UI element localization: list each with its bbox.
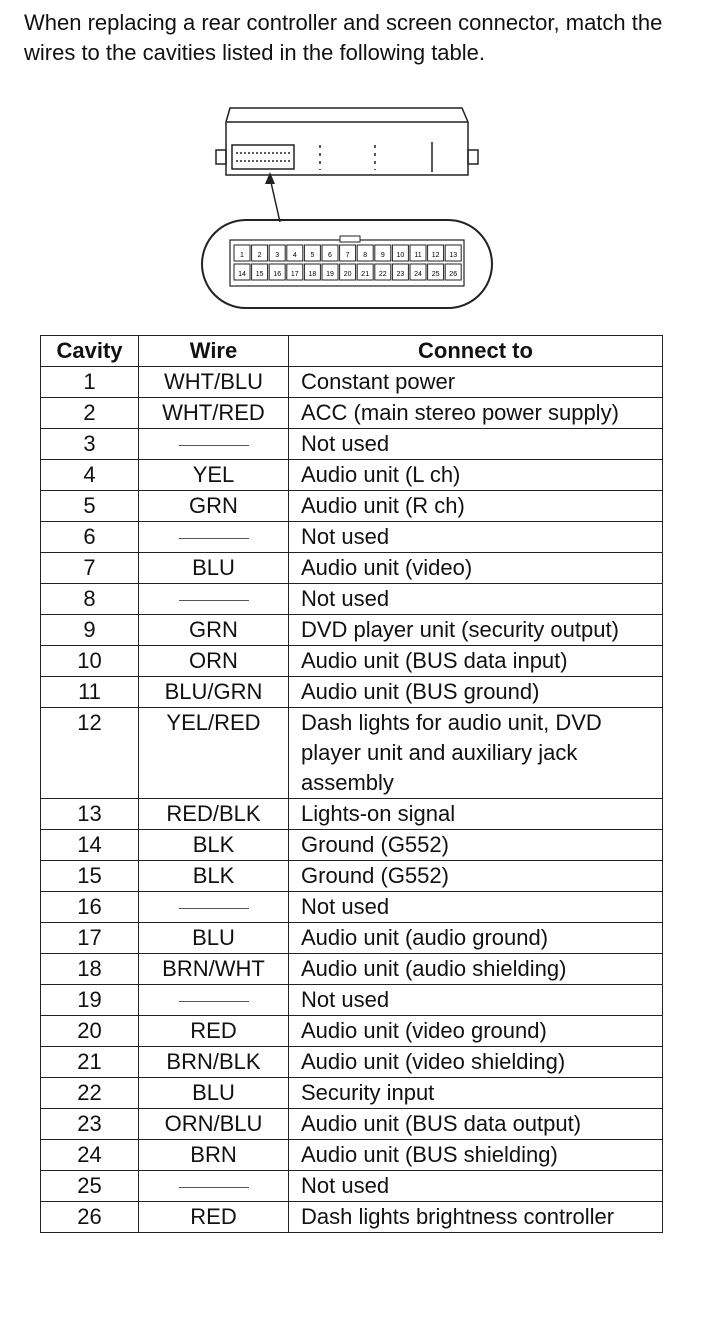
- cavity-number: 6: [41, 522, 139, 553]
- connect-to: Not used: [289, 429, 663, 460]
- pin-number: 10: [396, 252, 405, 259]
- table-row: [41, 1109, 663, 1140]
- intro-text: When replacing a rear controller and screen connector, match the wires to the cavities listed in the following table.: [24, 10, 663, 65]
- cavity-number: 22: [41, 1078, 139, 1109]
- connector-pin: [375, 245, 391, 261]
- wire-color: YEL/RED: [139, 708, 289, 799]
- header-wire: Wire: [139, 336, 289, 367]
- cavity-number: 1: [41, 367, 139, 398]
- wire-color: BRN: [139, 1140, 289, 1171]
- wire-color: GRN: [139, 615, 289, 646]
- pin-number: 24: [414, 271, 422, 278]
- cavity-number: 8: [41, 584, 139, 615]
- pin-number: 14: [238, 271, 246, 278]
- table-row: [41, 923, 663, 954]
- connect-to: Audio unit (audio ground): [289, 923, 663, 954]
- table-row: [41, 1140, 663, 1171]
- connect-to: Audio unit (video ground): [289, 1016, 663, 1047]
- connect-to: Dash lights brightness controller: [289, 1202, 663, 1233]
- table-row: [41, 1016, 663, 1047]
- pin-number: 18: [308, 271, 317, 278]
- wire-color: RED/BLK: [139, 799, 289, 830]
- connector-pin: [252, 264, 268, 280]
- empty-dash: [179, 1187, 249, 1188]
- table-row: [41, 1047, 663, 1078]
- pin-number: 13: [449, 252, 458, 259]
- wire-color: BRN/WHT: [139, 954, 289, 985]
- connect-to: Ground (G552): [289, 830, 663, 861]
- pin-number: 2: [257, 252, 262, 259]
- cavity-number: 9: [41, 615, 139, 646]
- wire-color: [139, 1171, 289, 1202]
- pin-number: 6: [328, 252, 332, 259]
- connect-to: Audio unit (BUS ground): [289, 677, 663, 708]
- pin-number: 19: [326, 271, 334, 278]
- connect-to: Not used: [289, 892, 663, 923]
- empty-dash: [179, 600, 249, 601]
- connector-pin: [287, 264, 303, 280]
- connect-to: Audio unit (R ch): [289, 491, 663, 522]
- connector-pin: [269, 245, 285, 261]
- connector-pin: [445, 264, 461, 280]
- connect-to: Not used: [289, 1171, 663, 1202]
- connect-to: Not used: [289, 584, 663, 615]
- connect-to: Audio unit (BUS shielding): [289, 1140, 663, 1171]
- connect-to: Audio unit (BUS data output): [289, 1109, 663, 1140]
- connect-to: ACC (main stereo power supply): [289, 398, 663, 429]
- connector-pin: [340, 264, 356, 280]
- connector-pin: [322, 245, 338, 261]
- wire-color: [139, 892, 289, 923]
- table-row: [41, 1171, 663, 1202]
- wire-color: GRN: [139, 491, 289, 522]
- empty-dash: [179, 908, 249, 909]
- cavity-number: 12: [41, 708, 139, 799]
- wire-color: BRN/BLK: [139, 1047, 289, 1078]
- table-row: [41, 460, 663, 491]
- cavity-number: 25: [41, 1171, 139, 1202]
- connect-to: Constant power: [289, 367, 663, 398]
- wire-color: [139, 584, 289, 615]
- connector-pin: [428, 245, 444, 261]
- wire-color: [139, 429, 289, 460]
- connect-to: Lights-on signal: [289, 799, 663, 830]
- table-row: [41, 861, 663, 892]
- pin-number: 9: [380, 252, 385, 259]
- cavity-number: 26: [41, 1202, 139, 1233]
- table-row: [41, 584, 663, 615]
- connector-face: [202, 220, 492, 308]
- cavity-number: 17: [41, 923, 139, 954]
- table-row: [41, 708, 663, 799]
- cavity-number: 15: [41, 861, 139, 892]
- header-connect-to: Connect to: [289, 336, 663, 367]
- table-row: [41, 799, 663, 830]
- wire-color: WHT/BLU: [139, 367, 289, 398]
- cavity-number: 5: [41, 491, 139, 522]
- wire-color: ORN/BLU: [139, 1109, 289, 1140]
- empty-dash: [179, 538, 249, 539]
- table-row: [41, 830, 663, 861]
- cavity-number: 24: [41, 1140, 139, 1171]
- pin-number: 26: [449, 271, 458, 278]
- pin-number: 23: [396, 271, 405, 278]
- pin-number: 12: [431, 252, 440, 259]
- connector-pin: [392, 245, 408, 261]
- pin-number: 3: [275, 252, 280, 259]
- connect-to: Audio unit (audio shielding): [289, 954, 663, 985]
- pin-number: 16: [273, 271, 282, 278]
- wire-color: BLU: [139, 553, 289, 584]
- wire-color: RED: [139, 1016, 289, 1047]
- pin-number: 1: [240, 252, 244, 259]
- controller-unit: [216, 108, 478, 175]
- connector-pin: [410, 245, 426, 261]
- cavity-number: 4: [41, 460, 139, 491]
- connector-pin: [304, 245, 320, 261]
- cavity-number: 10: [41, 646, 139, 677]
- connect-to: DVD player unit (security output): [289, 615, 663, 646]
- table-row: [41, 398, 663, 429]
- wire-color: BLU/GRN: [139, 677, 289, 708]
- cavity-number: 23: [41, 1109, 139, 1140]
- table-row: [41, 677, 663, 708]
- connector-pin: [252, 245, 268, 261]
- connector-pin: [357, 264, 373, 280]
- wire-color: [139, 985, 289, 1016]
- cavity-number: 19: [41, 985, 139, 1016]
- connector-pin: [269, 264, 285, 280]
- connector-illustration: [200, 100, 500, 315]
- connect-to: Ground (G552): [289, 861, 663, 892]
- cavity-number: 18: [41, 954, 139, 985]
- cavity-number: 16: [41, 892, 139, 923]
- connector-pin: [357, 245, 373, 261]
- cavity-number: 7: [41, 553, 139, 584]
- connector-pin: [375, 264, 391, 280]
- connector-pin: [340, 245, 356, 261]
- pin-number: 15: [255, 271, 264, 278]
- pin-number: 4: [292, 252, 297, 259]
- cavity-number: 20: [41, 1016, 139, 1047]
- wire-color: BLU: [139, 1078, 289, 1109]
- connector-pin: [287, 245, 303, 261]
- connector-pin: [410, 264, 426, 280]
- wire-color: WHT/RED: [139, 398, 289, 429]
- connect-to: Audio unit (video shielding): [289, 1047, 663, 1078]
- wire-color: BLK: [139, 830, 289, 861]
- connect-to: Dash lights for audio unit, DVD player unit and auxiliary jack assembly: [289, 708, 663, 799]
- connect-to: Security input: [289, 1078, 663, 1109]
- wire-color: BLK: [139, 861, 289, 892]
- cavity-number: 13: [41, 799, 139, 830]
- pin-number: 25: [431, 271, 440, 278]
- connect-to: Audio unit (L ch): [289, 460, 663, 491]
- table-row: [41, 615, 663, 646]
- pin-number: 21: [361, 271, 370, 278]
- cavity-number: 3: [41, 429, 139, 460]
- pin-number: 5: [310, 252, 315, 259]
- wire-color: BLU: [139, 923, 289, 954]
- table-row: [41, 985, 663, 1016]
- table-row: [41, 367, 663, 398]
- table-row: [41, 429, 663, 460]
- table-row: [41, 491, 663, 522]
- connector-pin: [445, 245, 461, 261]
- connector-pin: [392, 264, 408, 280]
- table-header-row: [41, 336, 663, 367]
- pin-number: 22: [378, 271, 387, 278]
- pin-number: 11: [414, 252, 422, 259]
- pin-number: 8: [363, 252, 368, 259]
- wire-color: [139, 522, 289, 553]
- wire-color: RED: [139, 1202, 289, 1233]
- header-cavity: Cavity: [41, 336, 139, 367]
- table-row: [41, 892, 663, 923]
- table-row: [41, 1078, 663, 1109]
- pin-number: 20: [343, 271, 352, 278]
- table-row: [41, 553, 663, 584]
- connector-pin: [234, 245, 250, 261]
- table-row: [41, 954, 663, 985]
- connector-pin: [322, 264, 338, 280]
- cavity-number: 21: [41, 1047, 139, 1078]
- connect-to: Audio unit (video): [289, 553, 663, 584]
- cavity-number: 2: [41, 398, 139, 429]
- connect-to: Not used: [289, 985, 663, 1016]
- connector-pin: [234, 264, 250, 280]
- pin-number: 17: [290, 271, 299, 278]
- wire-color: YEL: [139, 460, 289, 491]
- wire-color: ORN: [139, 646, 289, 677]
- cavity-number: 11: [41, 677, 139, 708]
- connect-to: Not used: [289, 522, 663, 553]
- empty-dash: [179, 1001, 249, 1002]
- cavity-table: [40, 335, 663, 1233]
- empty-dash: [179, 445, 249, 446]
- table-row: [41, 1202, 663, 1233]
- connector-pin: [428, 264, 444, 280]
- table-row: [41, 522, 663, 553]
- connector-pin: [304, 264, 320, 280]
- table-row: [41, 646, 663, 677]
- cavity-number: 14: [41, 830, 139, 861]
- connect-to: Audio unit (BUS data input): [289, 646, 663, 677]
- pin-number: 7: [345, 252, 350, 259]
- pointer-arrow: [265, 172, 280, 222]
